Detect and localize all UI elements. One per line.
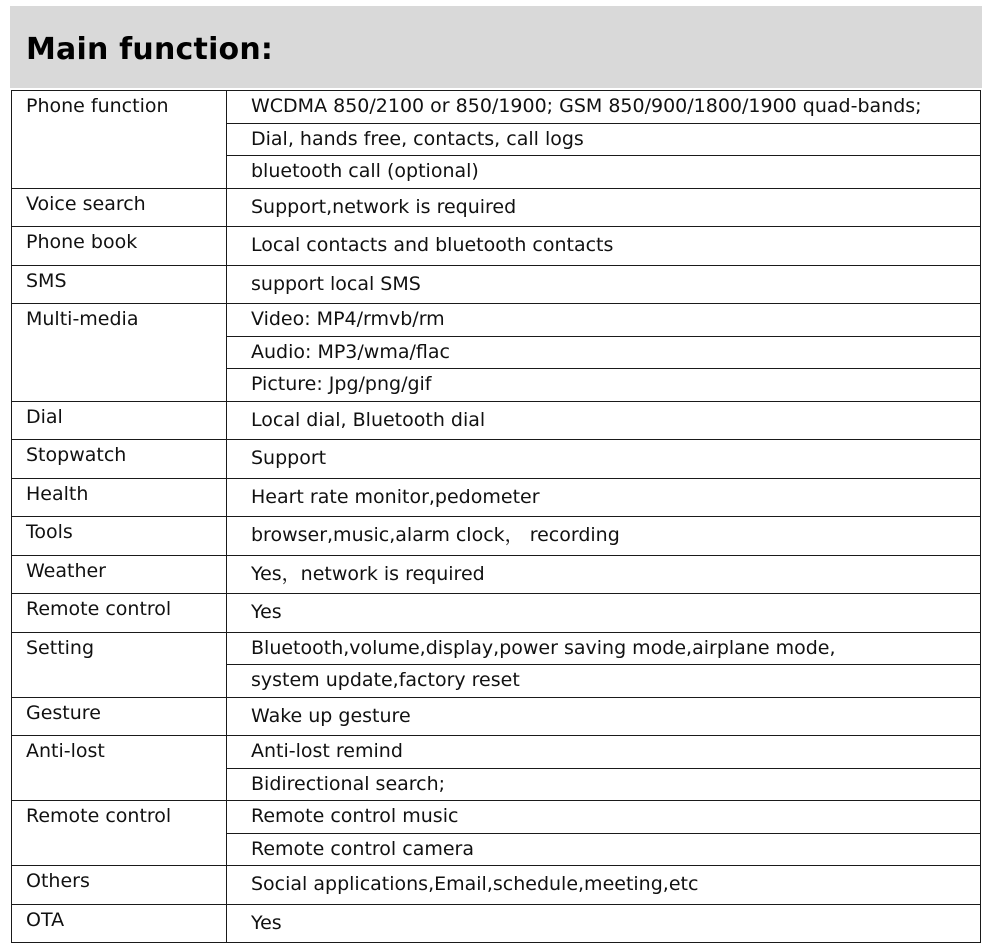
function-label: Others [12, 866, 227, 905]
table-row [12, 265, 981, 304]
function-value: browser,music,alarm clock， recording [227, 517, 981, 556]
table-row [12, 801, 981, 834]
page-title: Main function: [26, 32, 274, 67]
function-label: Remote control [12, 801, 227, 866]
function-value: Support,network is required [227, 188, 981, 227]
table-row [12, 632, 981, 665]
function-label: Voice search [12, 188, 227, 227]
table-row [12, 517, 981, 556]
function-value: system update,factory reset [227, 665, 981, 698]
function-value: Local dial, Bluetooth dial [227, 401, 981, 440]
function-value: WCDMA 850/2100 or 850/1900; GSM 850/900/1800/1900 quad-bands; [227, 91, 981, 124]
table-row [12, 188, 981, 227]
table-row [12, 401, 981, 440]
function-value: Bluetooth,volume,display,power saving mode,airplane mode, [227, 632, 981, 665]
function-value: Remote control camera [227, 833, 981, 866]
table-row [12, 227, 981, 266]
function-value: Remote control music [227, 801, 981, 834]
function-label: Gesture [12, 697, 227, 736]
function-value: Picture: Jpg/png/gif [227, 369, 981, 402]
function-label: Phone book [12, 227, 227, 266]
function-label: Setting [12, 632, 227, 697]
table-row [12, 478, 981, 517]
function-value: Dial, hands free, contacts, call logs [227, 123, 981, 156]
table-row [12, 866, 981, 905]
function-value: Yes [227, 904, 981, 943]
function-value: Local contacts and bluetooth contacts [227, 227, 981, 266]
function-label: Multi-media [12, 304, 227, 402]
function-value: bluetooth call (optional) [227, 156, 981, 189]
function-label: Tools [12, 517, 227, 556]
table-row [12, 555, 981, 594]
function-value: Yes [227, 594, 981, 633]
table-row [12, 91, 981, 124]
function-table-body [12, 91, 981, 943]
function-value: Heart rate monitor,pedometer [227, 478, 981, 517]
function-label: OTA [12, 904, 227, 943]
function-value: Yes，network is required [227, 555, 981, 594]
function-table [11, 90, 981, 943]
function-label: Remote control [12, 594, 227, 633]
function-value: Audio: MP3/wma/flac [227, 336, 981, 369]
function-value: Social applications,Email,schedule,meeting,etc [227, 866, 981, 905]
function-value: support local SMS [227, 265, 981, 304]
function-value: Bidirectional search; [227, 768, 981, 801]
function-value: Video: MP4/rmvb/rm [227, 304, 981, 337]
table-row [12, 697, 981, 736]
table-row [12, 304, 981, 337]
table-row [12, 594, 981, 633]
function-label: SMS [12, 265, 227, 304]
title-banner [10, 6, 982, 88]
function-value: Wake up gesture [227, 697, 981, 736]
function-label: Stopwatch [12, 440, 227, 479]
function-value: Anti-lost remind [227, 736, 981, 769]
function-label: Phone function [12, 91, 227, 189]
function-label: Dial [12, 401, 227, 440]
table-row [12, 440, 981, 479]
function-value: Support [227, 440, 981, 479]
table-row [12, 736, 981, 769]
table-row [12, 904, 981, 943]
function-label: Health [12, 478, 227, 517]
function-label: Anti-lost [12, 736, 227, 801]
function-label: Weather [12, 555, 227, 594]
